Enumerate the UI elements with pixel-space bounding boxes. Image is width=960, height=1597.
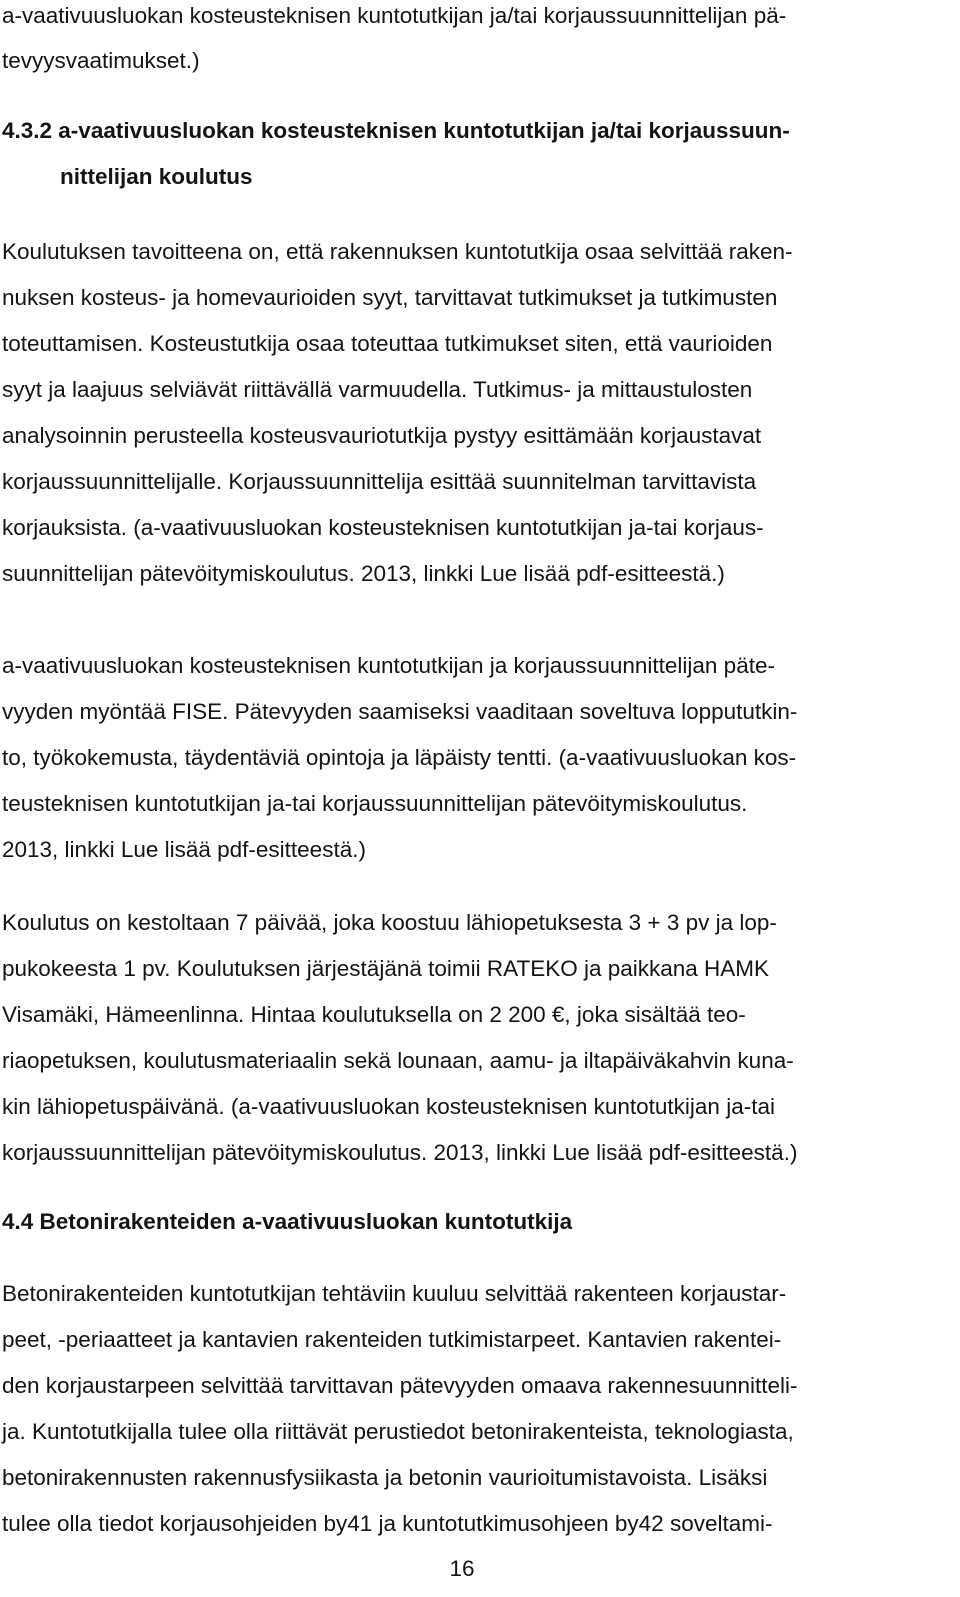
paragraph-line: korjaussuunnittelijalle. Korjaussuunnittelija esittää suunnitelman tarvittavista bbox=[2, 469, 757, 494]
paragraph-line: korjaussuunnittelijan pätevöitymiskoulutus. 2013, linkki Lue lisää pdf-esitteestä.) bbox=[2, 1140, 798, 1165]
paragraph-line: ja. Kuntotutkijalla tulee olla riittävät perustiedot betonirakenteista, teknologiasta, bbox=[2, 1419, 794, 1444]
paragraph-line: tevyysvaatimukset.) bbox=[2, 48, 200, 73]
page-number: 16 bbox=[449, 1556, 475, 1581]
paragraph-line: 2013, linkki Lue lisää pdf-esitteestä.) bbox=[2, 837, 366, 862]
paragraph-line: betonirakennusten rakennusfysiikasta ja betonin vaurioitumistavoista. Lisäksi bbox=[2, 1465, 768, 1490]
paragraph-line: toteuttamisen. Kosteustutkija osaa toteuttaa tutkimukset siten, että vaurioiden bbox=[2, 331, 773, 356]
paragraph-line: vyyden myöntää FISE. Pätevyyden saamiseksi vaaditaan soveltuva loppututkin- bbox=[2, 699, 798, 724]
paragraph-line: Betonirakenteiden kuntotutkijan tehtäviin kuuluu selvittää rakenteen korjaustar- bbox=[2, 1281, 787, 1306]
paragraph-line: den korjaustarpeen selvittää tarvittavan pätevyyden omaava rakennesuunnitteli- bbox=[2, 1373, 798, 1398]
paragraph-line: korjauksista. (a-vaativuusluokan kosteusteknisen kuntotutkijan ja-tai korjaus- bbox=[2, 515, 764, 540]
paragraph-line: tulee olla tiedot korjausohjeiden by41 ja kuntotutkimusohjeen by42 soveltami- bbox=[2, 1511, 773, 1536]
paragraph-line: a-vaativuusluokan kosteusteknisen kuntotutkijan ja/tai korjaussuunnittelijan pä- bbox=[2, 3, 787, 28]
paragraph-line: riaopetuksen, koulutusmateriaalin sekä lounaan, aamu- ja iltapäiväkahvin kuna- bbox=[2, 1048, 794, 1073]
paragraph-line: syyt ja laajuus selviävät riittävällä varmuudella. Tutkimus- ja mittaustulosten bbox=[2, 377, 753, 402]
section-heading: 4.4 Betonirakenteiden a-vaativuusluokan kuntotutkija bbox=[2, 1209, 573, 1234]
paragraph-line: to, työkokemusta, täydentäviä opintoja ja läpäisty tentti. (a-vaativuusluokan kos- bbox=[2, 745, 797, 770]
paragraph-line: nuksen kosteus- ja homevaurioiden syyt, tarvittavat tutkimukset ja tutkimusten bbox=[2, 285, 778, 310]
paragraph-line: kin lähiopetuspäivänä. (a-vaativuusluokan kosteusteknisen kuntotutkijan ja-tai bbox=[2, 1094, 775, 1119]
paragraph-line: peet, -periaatteet ja kantavien rakenteiden tutkimistarpeet. Kantavien rakentei- bbox=[2, 1327, 782, 1352]
paragraph-line: Koulutuksen tavoitteena on, että rakennuksen kuntotutkija osaa selvittää raken- bbox=[2, 239, 793, 264]
section-heading: 4.3.2 a-vaativuusluokan kosteusteknisen kuntotutkijan ja/tai korjaussuun- bbox=[2, 118, 790, 143]
paragraph-line: analysoinnin perusteella kosteusvauriotutkija pystyy esittämään korjaustavat bbox=[2, 423, 762, 448]
paragraph-line: teusteknisen kuntotutkijan ja-tai korjaussuunnittelijan pätevöitymiskoulutus. bbox=[2, 791, 748, 816]
paragraph-line: Koulutus on kestoltaan 7 päivää, joka koostuu lähiopetuksesta 3 + 3 pv ja lop- bbox=[2, 910, 777, 935]
paragraph-line: a-vaativuusluokan kosteusteknisen kuntotutkijan ja korjaussuunnittelijan päte- bbox=[2, 653, 775, 678]
paragraph-line: Visamäki, Hämeenlinna. Hintaa koulutuksella on 2 200 €, joka sisältää teo- bbox=[2, 1002, 746, 1027]
paragraph-line: suunnittelijan pätevöitymiskoulutus. 2013, linkki Lue lisää pdf-esitteestä.) bbox=[2, 561, 725, 586]
paragraph-line: pukokeesta 1 pv. Koulutuksen järjestäjänä toimii RATEKO ja paikkana HAMK bbox=[2, 956, 770, 981]
section-heading-continuation: nittelijan koulutus bbox=[60, 164, 253, 189]
